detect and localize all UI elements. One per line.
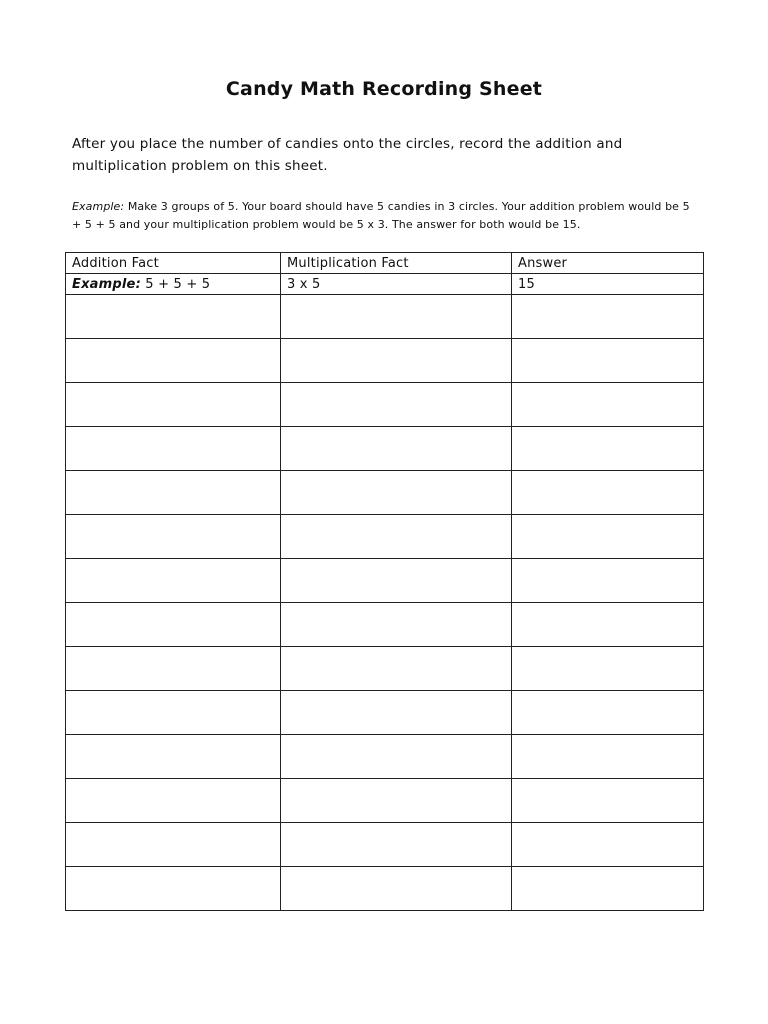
answer-cell[interactable] (512, 295, 704, 339)
addition-cell[interactable] (66, 823, 281, 867)
example-note-label: Example: (72, 200, 125, 213)
table-row (66, 427, 704, 471)
multiplication-cell[interactable] (281, 471, 512, 515)
table-row (66, 647, 704, 691)
addition-cell[interactable] (66, 295, 281, 339)
multiplication-cell[interactable] (281, 735, 512, 779)
example-addition-cell (66, 274, 281, 295)
multiplication-cell[interactable] (281, 515, 512, 559)
example-note (72, 198, 702, 234)
example-multiplication-cell: 3 x 5 (281, 274, 512, 295)
recording-table (65, 252, 704, 911)
table-row (66, 823, 704, 867)
addition-cell[interactable] (66, 867, 281, 911)
table-row (66, 295, 704, 339)
table-row (66, 515, 704, 559)
addition-cell[interactable] (66, 779, 281, 823)
addition-cell[interactable] (66, 691, 281, 735)
answer-cell[interactable] (512, 603, 704, 647)
example-row (66, 274, 704, 295)
table-row (66, 735, 704, 779)
header-answer: Answer (512, 253, 704, 274)
addition-cell[interactable] (66, 471, 281, 515)
addition-cell[interactable] (66, 427, 281, 471)
answer-cell[interactable] (512, 867, 704, 911)
addition-cell[interactable] (66, 383, 281, 427)
multiplication-cell[interactable] (281, 427, 512, 471)
table-row (66, 779, 704, 823)
example-row-label: Example: (72, 276, 141, 292)
table-row (66, 471, 704, 515)
multiplication-cell[interactable] (281, 867, 512, 911)
header-multiplication-fact: Multiplication Fact (281, 253, 512, 274)
multiplication-cell[interactable] (281, 823, 512, 867)
addition-cell[interactable] (66, 647, 281, 691)
table-row (66, 559, 704, 603)
multiplication-cell[interactable] (281, 559, 512, 603)
page-title: Candy Math Recording Sheet (225, 78, 543, 100)
answer-cell[interactable] (512, 339, 704, 383)
addition-cell[interactable] (66, 559, 281, 603)
table-row (66, 383, 704, 427)
multiplication-cell[interactable] (281, 383, 512, 427)
answer-cell[interactable] (512, 691, 704, 735)
answer-cell[interactable] (512, 427, 704, 471)
multiplication-cell[interactable] (281, 691, 512, 735)
answer-cell[interactable] (512, 647, 704, 691)
example-note-text: Make 3 groups of 5. Your board should have 5 candies in 3 circles. Your addition problem would be 5 + 5 + 5 and your multiplication problem would be 5 x 3. The answer for both would be 15. (72, 200, 690, 231)
answer-cell[interactable] (512, 559, 704, 603)
addition-cell[interactable] (66, 339, 281, 383)
table-row (66, 339, 704, 383)
example-addition-value: 5 + 5 + 5 (140, 276, 211, 292)
answer-cell[interactable] (512, 515, 704, 559)
answer-cell[interactable] (512, 823, 704, 867)
multiplication-cell[interactable] (281, 647, 512, 691)
multiplication-cell[interactable] (281, 339, 512, 383)
header-addition-fact: Addition Fact (66, 253, 281, 274)
multiplication-cell[interactable] (281, 295, 512, 339)
table-row (66, 691, 704, 735)
addition-cell[interactable] (66, 735, 281, 779)
answer-cell[interactable] (512, 779, 704, 823)
table-header-row (66, 253, 704, 274)
addition-cell[interactable] (66, 515, 281, 559)
answer-cell[interactable] (512, 735, 704, 779)
addition-cell[interactable] (66, 603, 281, 647)
example-answer-cell: 15 (512, 274, 704, 295)
table-row (66, 603, 704, 647)
instructions-text: After you place the number of candies onto the circles, record the addition and multiplication problem on this sheet. (72, 136, 623, 174)
multiplication-cell[interactable] (281, 603, 512, 647)
answer-cell[interactable] (512, 383, 704, 427)
multiplication-cell[interactable] (281, 779, 512, 823)
answer-cell[interactable] (512, 471, 704, 515)
table-row (66, 867, 704, 911)
